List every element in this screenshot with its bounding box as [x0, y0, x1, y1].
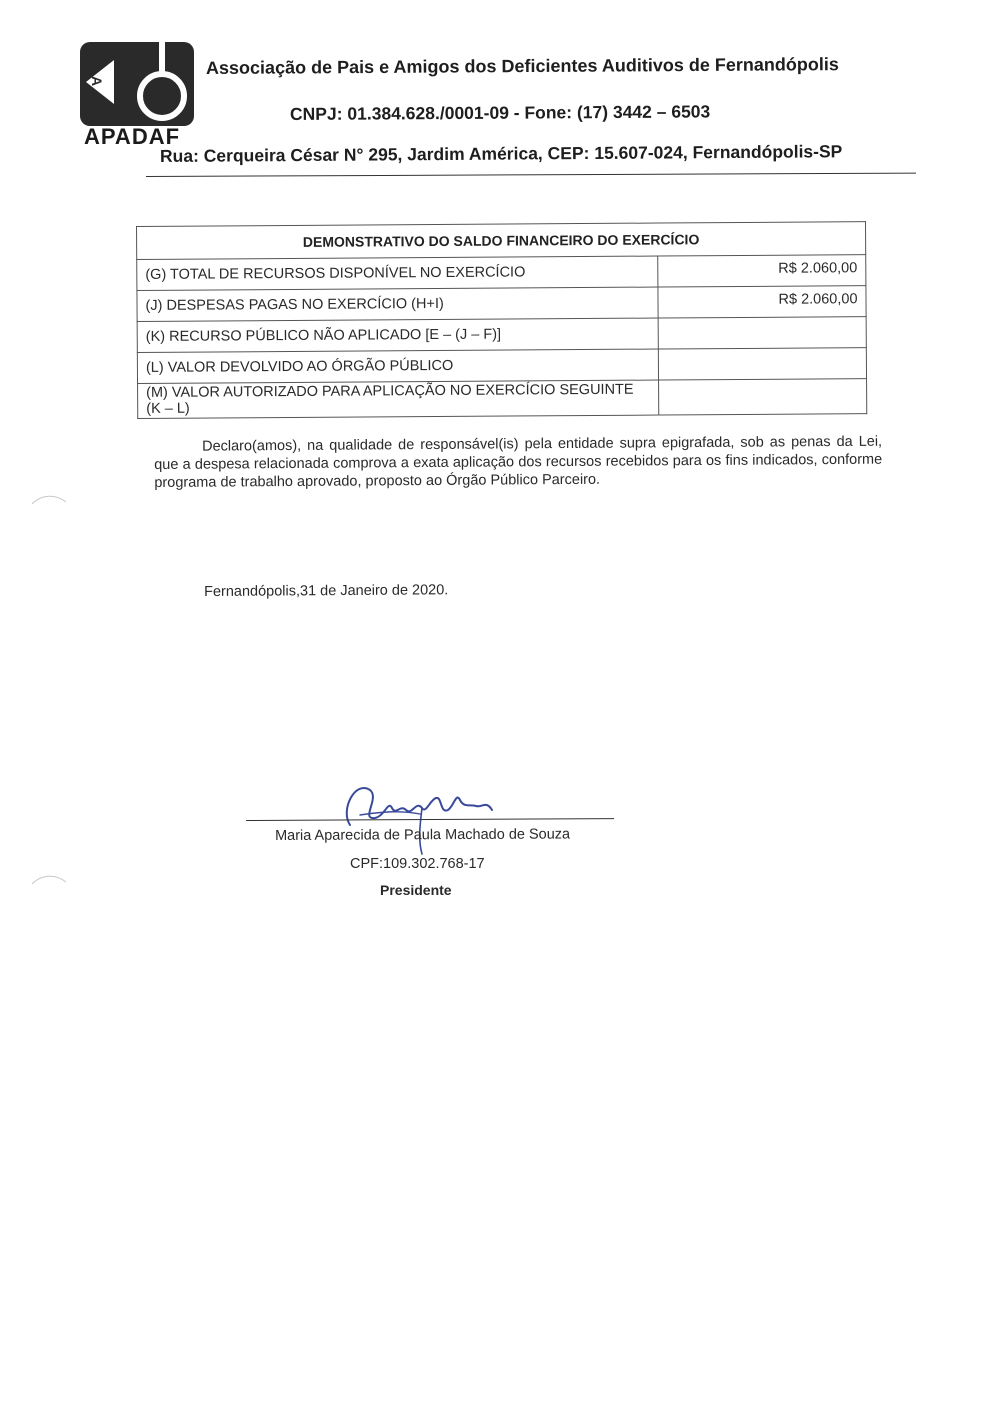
apadaf-logo: [80, 42, 196, 149]
table-row: [137, 286, 866, 322]
table-title: DEMONSTRATIVO DO SALDO FINANCEIRO DO EXERCÍCIO: [137, 222, 866, 260]
table-row: [138, 379, 867, 419]
financial-balance-table: [136, 221, 867, 419]
ear-symbol-icon: [80, 42, 194, 126]
table-row: [137, 348, 866, 384]
signatory-role: Presidente: [380, 882, 452, 898]
scan-mark: [30, 492, 70, 506]
cnpj-phone: CNPJ: 01.384.628./0001-09 - Fone: (17) 3442 – 6503: [289, 101, 711, 124]
logo-wordmark: APADAF: [84, 124, 181, 149]
row-label: (M) VALOR AUTORIZADO PARA APLICAÇÃO NO EXERCÍCIO SEGUINTE (K – L): [138, 380, 659, 418]
row-label: (L) VALOR DEVOLVIDO AO ÓRGÃO PÚBLICO: [137, 349, 658, 383]
signatory-name: Maria Aparecida de Paula Machado de Souza: [275, 826, 571, 844]
row-value: [659, 379, 867, 415]
handwritten-signature: [330, 770, 510, 860]
logo-emblem: [80, 42, 194, 126]
row-value: [658, 317, 866, 349]
table-row: [137, 317, 866, 353]
declaration-text: Declaro(amos), na qualidade de responsável(is) pela entidade supra epigrafada, sob as penas da Lei, que a despesa relacionada comprova a exata aplicação dos recursos recebidos para os fins indicados, conforme programa de trabalho aprovado, proposto ao Órgão Público Parceiro.: [154, 433, 883, 491]
address: Rua: Cerqueira César N° 295, Jardim América, CEP: 15.607-024, Fernandópolis-SP: [159, 141, 843, 166]
svg-text:A: A: [89, 76, 105, 87]
organization-name: Associação de Pais e Amigos dos Deficientes Auditivos de Fernandópolis: [205, 54, 839, 78]
header-divider: [146, 173, 916, 177]
row-label: (G) TOTAL DE RECURSOS DISPONÍVEL NO EXERCÍCIO: [137, 256, 658, 290]
row-value: R$ 2.060,00: [658, 286, 866, 318]
signatory-cpf: CPF:109.302.768-17: [350, 856, 485, 872]
place-date: Fernandópolis,31 de Janeiro de 2020.: [204, 582, 449, 600]
declaration-paragraph: [154, 433, 882, 492]
scan-mark: [30, 872, 70, 886]
table-row: [137, 255, 866, 291]
row-value: [658, 348, 866, 380]
row-value: R$ 2.060,00: [658, 255, 866, 287]
row-label: (K) RECURSO PÚBLICO NÃO APLICADO [E – (J – F)]: [137, 318, 658, 352]
row-label: (J) DESPESAS PAGAS NO EXERCÍCIO (H+I): [137, 287, 658, 321]
